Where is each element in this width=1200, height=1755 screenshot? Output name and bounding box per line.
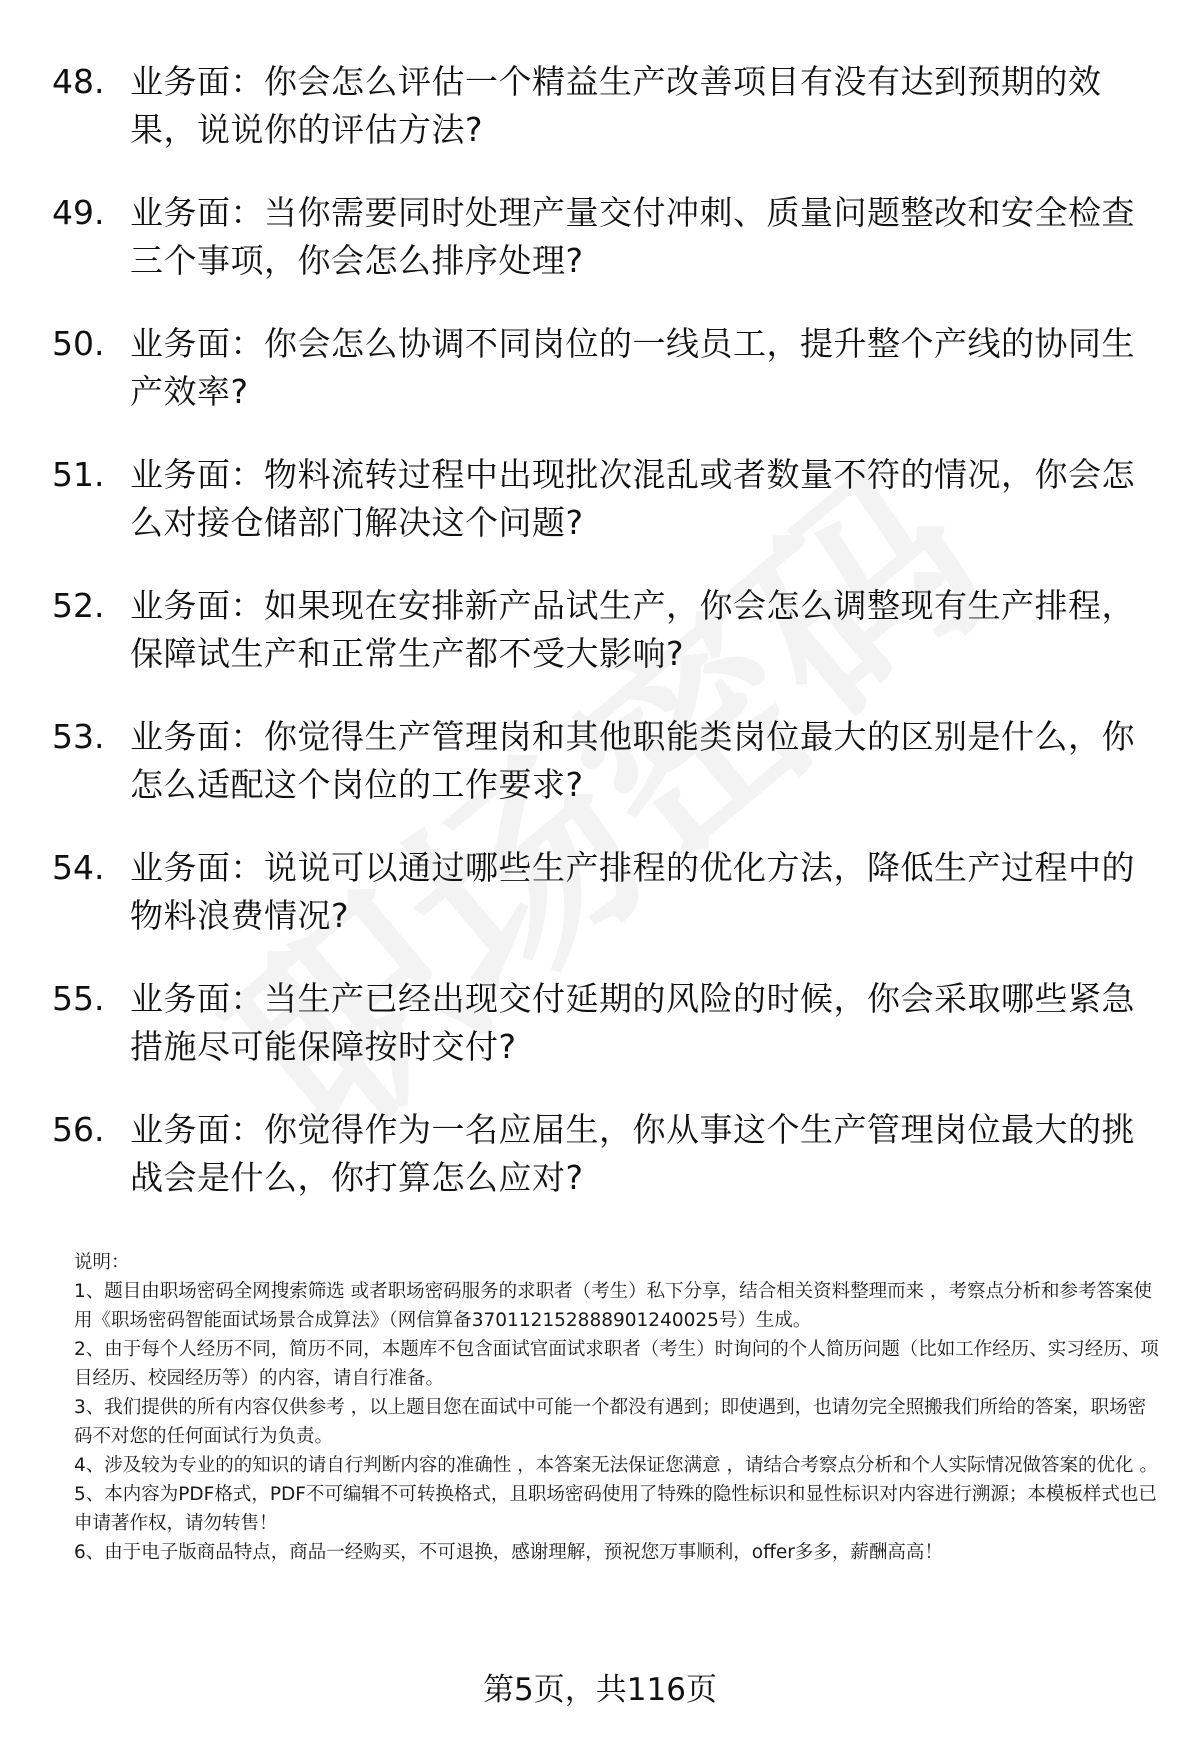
question-category: 业务面：	[130, 1110, 264, 1149]
page-footer	[0, 1670, 1200, 1710]
question-category: 业务面：	[130, 324, 264, 363]
question-text: 如果现在安排新产品试生产，你会怎么调整现有生产排程，保障试生产和正常生产都不受大影响?	[130, 586, 1135, 673]
question-text: 物料流转过程中出现批次混乱或者数量不符的情况，你会怎么对接仓储部门解决这个问题?	[130, 455, 1135, 542]
note-item: 1、题目由职场密码全网搜索筛选 或者职场密码服务的求职者（考生）私下分享，结合相关资料整理而来 ，考察点分析和参考答案使用《职场密码智能面试场景合成算法》（网信算备370112152888901240025号）生成。	[74, 1281, 1153, 1331]
question-category: 业务面：	[130, 979, 264, 1018]
question-number: 56.	[52, 1110, 105, 1149]
notes-section	[74, 1248, 1160, 1567]
question-item	[52, 713, 1162, 844]
question-text: 当你需要同时处理产量交付冲刺、质量问题整改和安全检查三个事项，你会怎么排序处理?	[130, 193, 1135, 280]
question-number: 53.	[52, 717, 105, 756]
question-item	[52, 189, 1162, 320]
question-category: 业务面：	[130, 62, 264, 101]
question-text: 当生产已经出现交付延期的风险的时候，你会采取哪些紧急措施尽可能保障按时交付?	[130, 979, 1135, 1066]
question-text: 你会怎么评估一个精益生产改善项目有没有达到预期的效果，说说你的评估方法?	[130, 62, 1102, 149]
question-body	[130, 713, 1162, 809]
note-item: 4、涉及较为专业的的知识的请自行判断内容的准确性 ，本答案无法保证您满意 ，请结合考察点分析和个人实际情况做答案的优化 。	[74, 1455, 1158, 1476]
question-number: 50.	[52, 324, 105, 363]
notes-title: 说明：	[74, 1252, 130, 1273]
question-category: 业务面：	[130, 586, 264, 625]
question-item	[52, 58, 1162, 189]
question-number: 51.	[52, 455, 105, 494]
question-item	[52, 320, 1162, 451]
question-body	[130, 189, 1162, 285]
page-number: 第5页，共116页	[483, 1672, 717, 1708]
question-category: 业务面：	[130, 193, 264, 232]
question-item	[52, 1106, 1162, 1237]
question-number: 55.	[52, 979, 105, 1018]
note-item: 2、由于每个人经历不同，简历不同，本题库不包含面试官面试求职者（考生）时询问的个人简历问题（比如工作经历、实习经历、项目经历、校园经历等）的内容，请自行准备。	[74, 1339, 1159, 1389]
question-number: 49.	[52, 193, 105, 232]
note-item: 3、我们提供的所有内容仅供参考 ，以上题目您在面试中可能一个都没有遇到；即使遇到，也请勿完全照搬我们所给的答案，职场密码不对您的任何面试行为负责。	[74, 1397, 1147, 1447]
question-category: 业务面：	[130, 455, 264, 494]
question-number: 52.	[52, 586, 105, 625]
question-number: 48.	[52, 62, 105, 101]
question-list	[52, 58, 1162, 1237]
question-body	[130, 582, 1162, 678]
question-category: 业务面：	[130, 848, 264, 887]
note-item: 5、本内容为PDF格式，PDF不可编辑不可转换格式，且职场密码使用了特殊的隐性标识和显性标识对内容进行溯源；本模板样式也已申请著作权，请勿转售！	[74, 1484, 1157, 1534]
question-item	[52, 451, 1162, 582]
question-body	[130, 975, 1162, 1071]
question-body	[130, 58, 1162, 154]
question-category: 业务面：	[130, 717, 264, 756]
question-item	[52, 975, 1162, 1106]
question-body	[130, 320, 1162, 416]
question-text: 你觉得生产管理岗和其他职能类岗位最大的区别是什么，你怎么适配这个岗位的工作要求?	[130, 717, 1135, 804]
question-body	[130, 844, 1162, 940]
question-text: 说说可以通过哪些生产排程的优化方法，降低生产过程中的物料浪费情况?	[130, 848, 1135, 935]
question-number: 54.	[52, 848, 105, 887]
question-body	[130, 451, 1162, 547]
question-item	[52, 582, 1162, 713]
question-text: 你会怎么协调不同岗位的一线员工，提升整个产线的协同生产效率?	[130, 324, 1135, 411]
question-body	[130, 1106, 1162, 1202]
note-item: 6、由于电子版商品特点，商品一经购买，不可退换，感谢理解，预祝您万事顺利，offer多多，薪酬高高！	[74, 1542, 943, 1563]
question-text: 你觉得作为一名应届生，你从事这个生产管理岗位最大的挑战会是什么，你打算怎么应对?	[130, 1110, 1135, 1197]
question-item	[52, 844, 1162, 975]
